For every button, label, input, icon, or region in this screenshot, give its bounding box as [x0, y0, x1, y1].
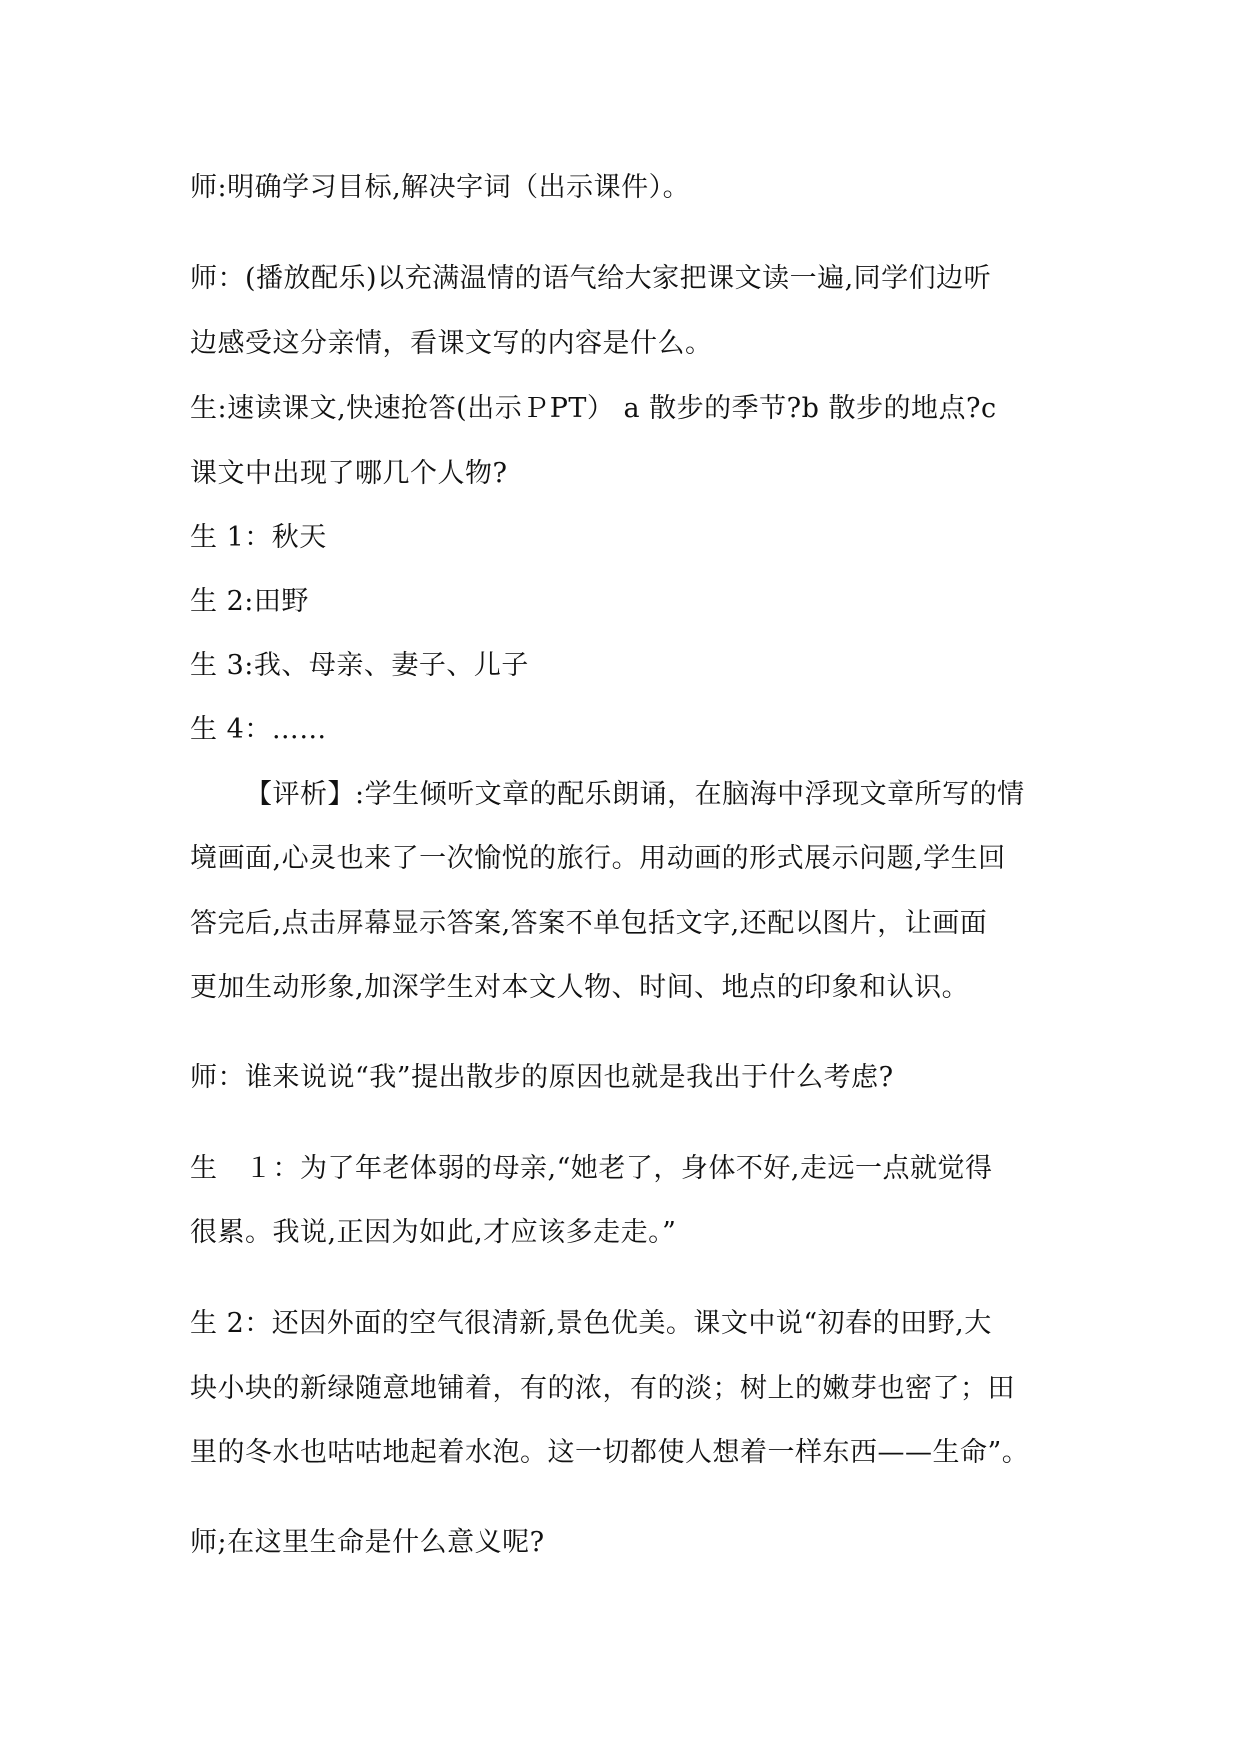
text-line-9: 生 4：…… [190, 714, 327, 745]
text-line-7: 生 2:田野 [190, 586, 309, 617]
text-line-14: 师：谁来说说“我”提出散步的原因也就是我出于什么考虑? [190, 1062, 894, 1093]
text-line-16: 很累。我说,正因为如此,才应该多走走。” [190, 1217, 677, 1248]
text-line-15: 生 １：为了年老体弱的母亲,“她老了，身体不好,走远一点就觉得 [190, 1153, 993, 1184]
text-line-10: 【评析】:学生倾听文章的配乐朗诵，在脑海中浮现文章所写的情 [245, 779, 1025, 810]
text-line-19: 里的冬水也咕咕地起着水泡。这一切都使人想着一样东西——生命”。 [190, 1437, 1030, 1468]
text-line-8: 生 3:我、母亲、妻子、儿子 [190, 650, 529, 681]
text-line-2: 师：(播放配乐)以充满温情的语气给大家把课文读一遍,同学们边听 [190, 263, 992, 294]
text-line-17: 生 2：还因外面的空气很清新,景色优美。课文中说“初春的田野,大 [190, 1308, 992, 1339]
text-line-12: 答完后,点击屏幕显示答案,答案不单包括文字,还配以图片，让画面 [190, 908, 988, 939]
text-line-5: 课文中出现了哪几个人物? [190, 458, 508, 489]
text-line-4: 生:速读课文,快速抢答(出示ＰPT） a 散步的季节?b 散步的地点?c [190, 393, 997, 424]
text-line-20: 师;在这里生命是什么意义呢? [190, 1527, 545, 1558]
text-line-3: 边感受这分亲情，看课文写的内容是什么。 [190, 328, 713, 359]
text-line-13: 更加生动形象,加深学生对本文人物、时间、地点的印象和认识。 [190, 972, 970, 1003]
text-line-18: 块小块的新绿随意地铺着，有的浓，有的淡；树上的嫩芽也密了；田 [190, 1373, 1015, 1404]
text-line-11: 境画面,心灵也来了一次愉悦的旅行。用动画的形式展示问题,学生回 [190, 843, 1006, 874]
text-line-6: 生 1：秋天 [190, 522, 327, 553]
text-line-1: 师:明确学习目标,解决字词（出示课件）。 [190, 172, 691, 203]
